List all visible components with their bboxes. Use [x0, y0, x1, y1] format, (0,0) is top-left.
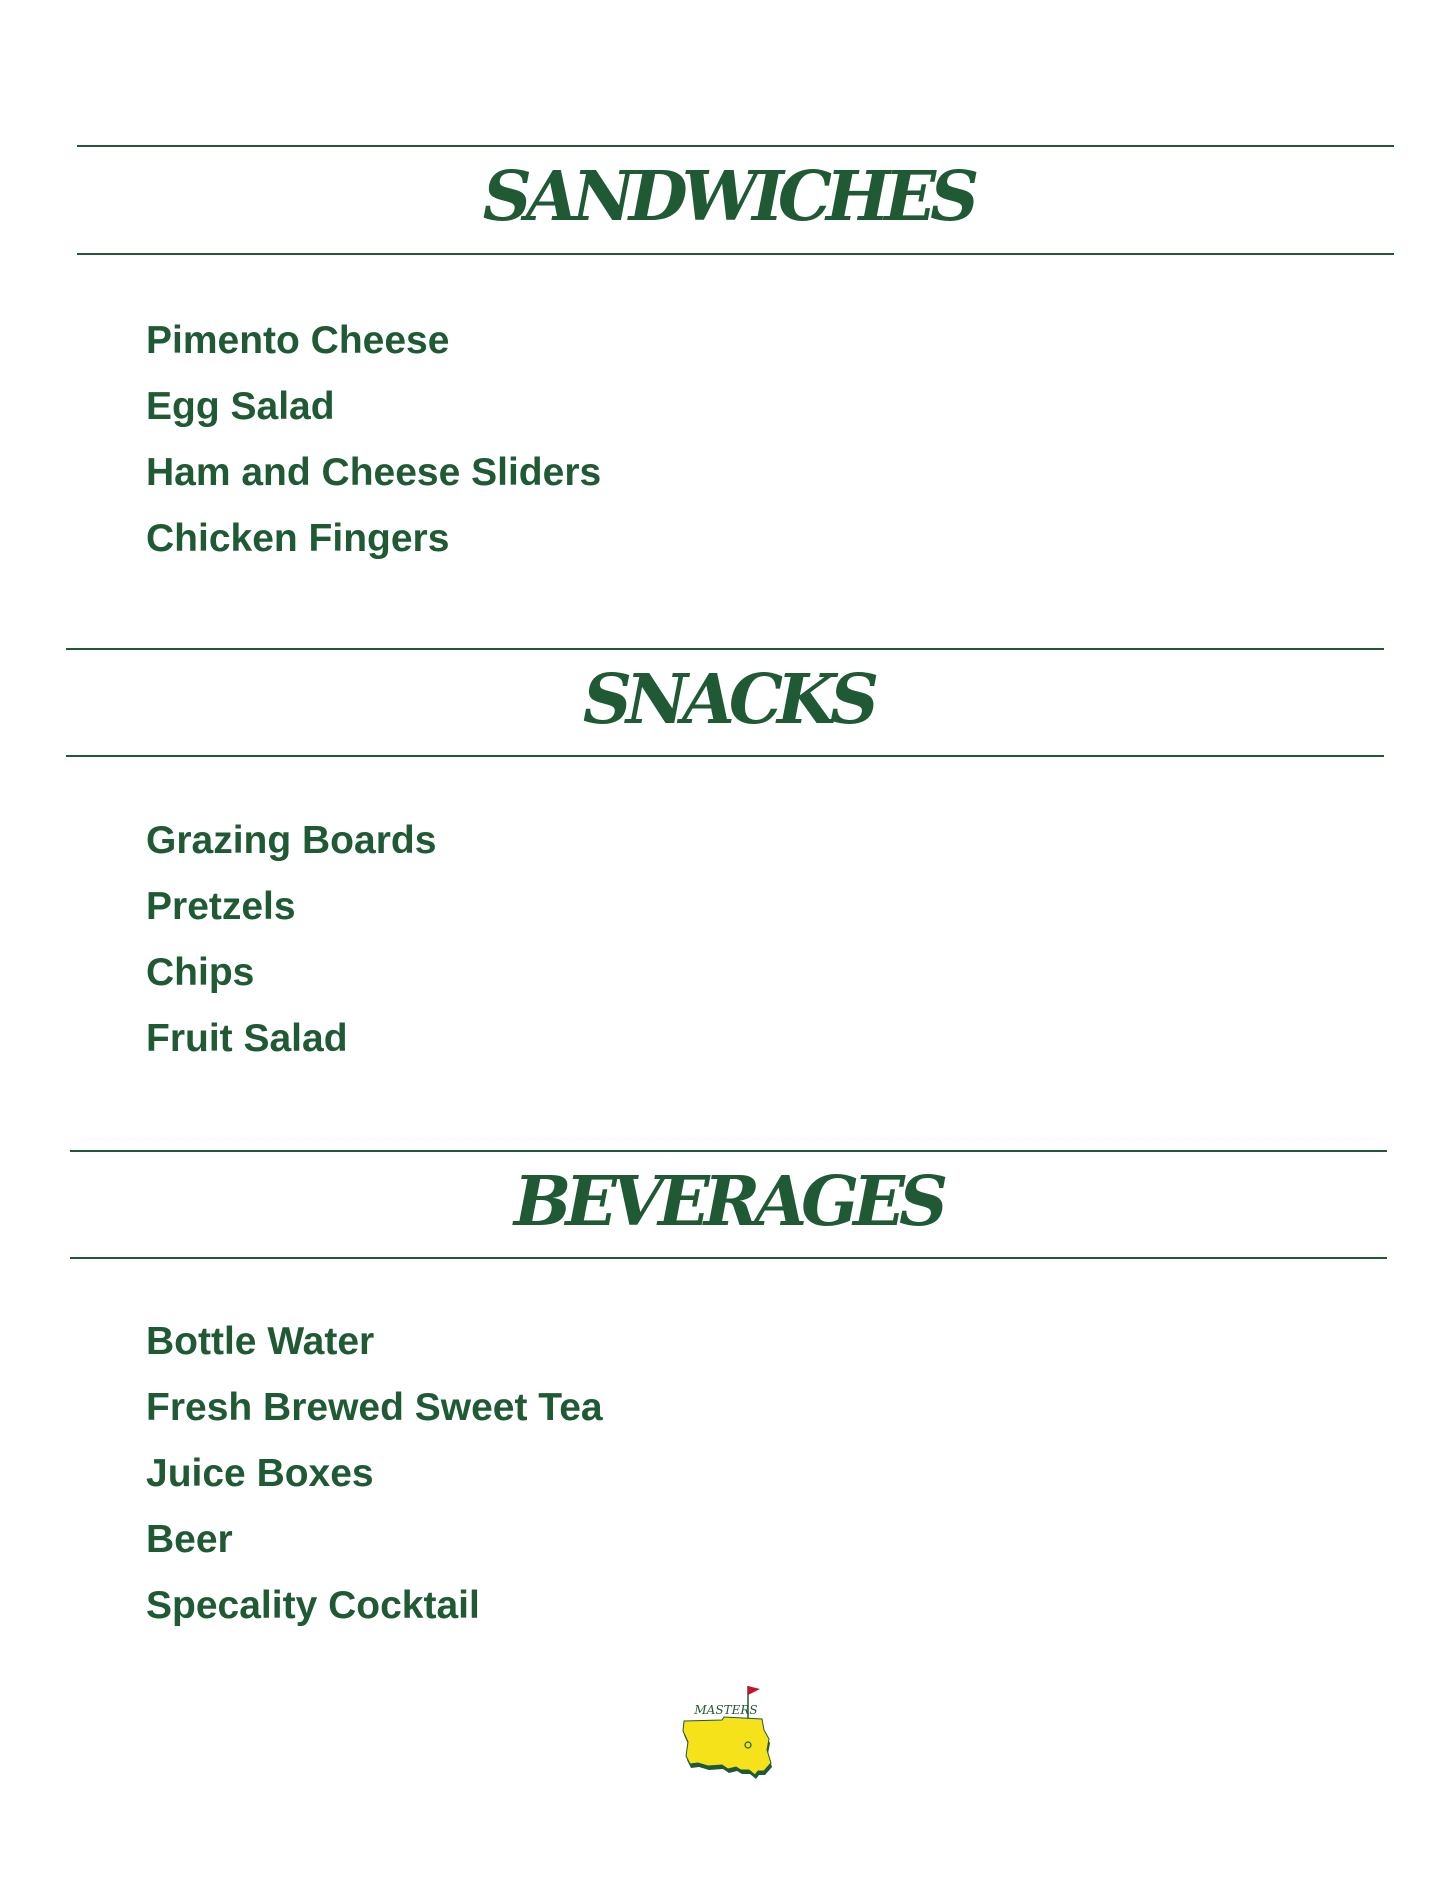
menu-item: Juice Boxes	[146, 1452, 374, 1495]
sandwiches-list	[146, 308, 601, 572]
menu-item: Ham and Cheese Sliders	[146, 451, 602, 494]
menu-item: Specality Cocktail	[146, 1584, 480, 1627]
menu-item: Beer	[146, 1518, 233, 1561]
menu-item: Chicken Fingers	[146, 517, 450, 560]
snacks-heading: SNACKS	[582, 660, 874, 740]
beverages-bottom-divider	[70, 1257, 1387, 1259]
sandwiches-bottom-divider	[77, 253, 1394, 255]
beverages-heading: BEVERAGES	[513, 1162, 943, 1242]
menu-item: Fresh Brewed Sweet Tea	[146, 1386, 603, 1429]
menu-item: Chips	[146, 951, 255, 994]
beverages-top-divider	[70, 1150, 1387, 1152]
menu-item: Bottle Water	[146, 1320, 375, 1363]
beverages-list	[146, 1309, 603, 1639]
menu-item: Fruit Salad	[146, 1017, 348, 1060]
menu-item: Pimento Cheese	[146, 319, 450, 362]
flag-icon	[748, 1686, 760, 1695]
sandwiches-heading: SANDWICHES	[482, 157, 974, 237]
snacks-top-divider	[66, 648, 1384, 650]
menu-item: Pretzels	[146, 885, 296, 928]
snacks-list	[146, 808, 436, 1072]
masters-wordmark: MASTERS	[694, 1703, 758, 1717]
snacks-bottom-divider	[66, 755, 1384, 757]
masters-logo	[678, 1684, 780, 1784]
sandwiches-top-divider	[77, 145, 1394, 147]
masters-logo-graphic	[678, 1684, 780, 1784]
menu-item: Grazing Boards	[146, 819, 437, 862]
menu-item: Egg Salad	[146, 385, 335, 428]
